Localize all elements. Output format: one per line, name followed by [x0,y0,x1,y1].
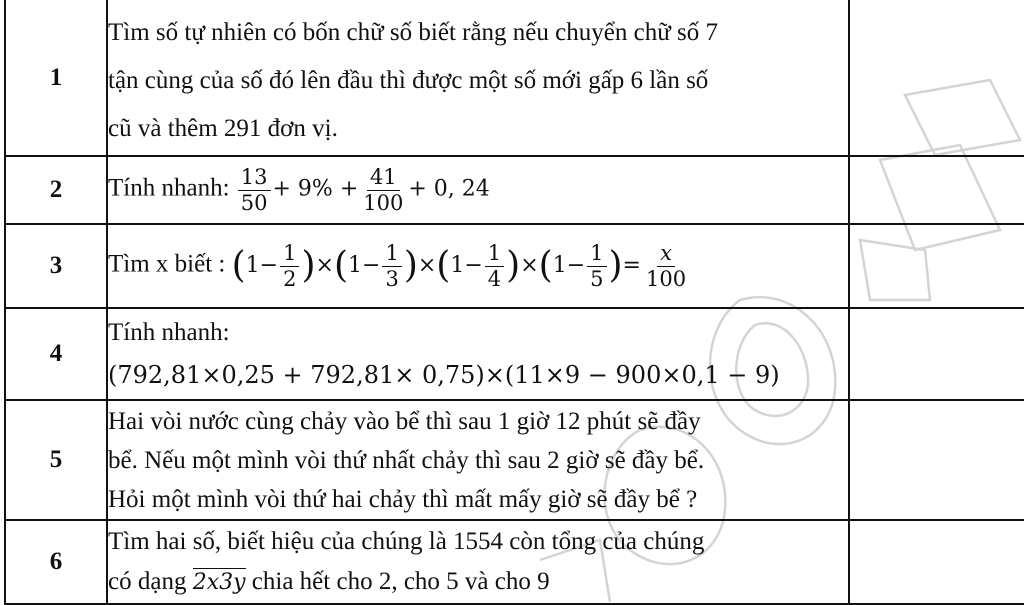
problem-label: Tính nhanh: [108,319,230,346]
answer-cell [849,308,1024,400]
problem-label: Tìm x biết : [108,251,226,278]
problem-text: Tính nhanh: $\frac{13}{50}$ + 9% + $\frac{41}{100}$ + 0, 24 [107,156,849,224]
fraction: $\frac{13}{50}$ [238,165,271,214]
answer-cell [849,224,1024,308]
text-line: tận cùng của số đó lên đầu thì được một số mới gấp 6 lần số [108,66,709,94]
text-line: Tìm số tự nhiên có bốn chữ số biết rằng nếu chuyển chữ số 7 [108,18,718,46]
text-line: bể. Nếu một mình vòi thứ nhất chảy thì sau 2 giờ sẽ đầy bể. [108,446,705,474]
problem-number: 3 [5,224,107,308]
text-line: Tìm hai số, biết hiệu của chúng là 1554 còn tổng của chúng [108,527,705,555]
answer-cell [849,156,1024,224]
fraction: $\frac{41}{100}$ [363,165,404,215]
answer-cell [849,400,1024,520]
answer-cell [849,0,1024,156]
text-line: Hỏi một mình vòi thứ hai chảy thì mất mấy giờ sẽ đầy bể ? [108,485,698,513]
problem-number: 1 [5,0,107,156]
problem-number: 6 [5,520,107,604]
problem-text [107,0,849,156]
table-row [5,156,1024,224]
problem-text [107,224,849,308]
table-row [5,308,1024,400]
equation: (1− $\frac{1}{2}$ )×(1− $\frac{1}{3}$ )×(1− $\frac{1}{4}$ )×(1− $\frac{1}{5}$ )= $\frac{x}{100}$ [231,241,687,291]
expression: (792,81×0,25 + 792,81× 0,75)×(11×9 − 900×0,1 − 9) [108,361,780,389]
problem-text [107,400,849,520]
problem-number: 4 [5,308,107,400]
answer-cell [849,520,1024,604]
text-line: cũ và thêm 291 đơn vị. [108,114,338,142]
table-row [5,400,1024,520]
text-line: có dạng 2x3y chia hết cho 2, cho 5 và cho 9 [108,567,550,595]
problem-text [107,520,849,604]
table-row [5,0,1024,156]
problem-number: 2 [5,156,107,224]
text-line: Hai vòi nước cùng chảy vào bể thì sau 1 giờ 12 phút sẽ đầy [108,407,701,435]
table-row [5,520,1024,604]
table-row [5,224,1024,308]
problem-text [107,308,849,400]
problems-table [4,0,1024,605]
problem-label: Tính nhanh: [108,174,230,202]
overlined-number: 2x3y [192,569,246,595]
problem-number: 5 [5,400,107,520]
